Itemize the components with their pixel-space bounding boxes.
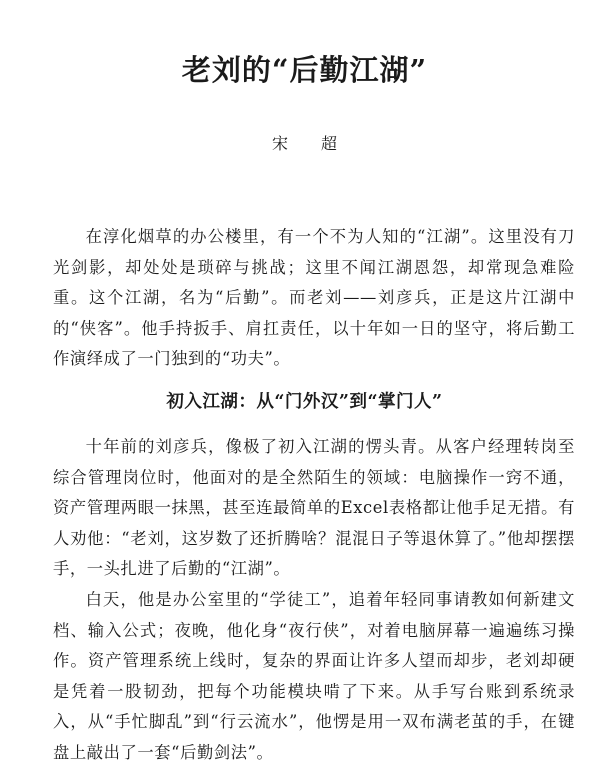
intro-paragraph-block — [53, 222, 575, 375]
article-author: 宋 超 — [271, 134, 352, 153]
article-title: 老刘的“后勤江湖” — [181, 53, 428, 87]
section-paragraph-block-1 — [53, 432, 575, 585]
paragraph: 在淳化烟草的办公楼里，有一个不为人知的“江湖”。这里没有刀光剑影，却处处是琐碎与挑战；这里不闻江湖恩怨，却常现急难险重。这个江湖，名为“后勤”。而老刘——刘彦兵，正是这片江湖中的“侠客”。他手持扳手、肩扛责任，以十年如一日的坚守，将后勤工作演绎成了一门独到的“功夫”。 — [53, 227, 575, 368]
section-paragraph-block-2 — [53, 585, 575, 768]
paragraph: 十年前的刘彦兵，像极了初入江湖的愣头青。从客户经理转岗至综合管理岗位时，他面对的是全然陌生的领域：电脑操作一窍不通，资产管理两眼一抹黑，甚至连最简单的Excel表格都让他手足无措。有人劝他：“老刘，这岁数了还折腾啥？混混日子等退休算了。”他却摆摆手，一头扎进了后勤的“江湖”。 — [53, 437, 575, 578]
section-heading: 初入江湖：从“门外汉”到“掌门人” — [166, 392, 443, 412]
paragraph: 白天，他是办公室里的“学徒工”，追着年轻同事请教如何新建文档、输入公式；夜晚，他化身“夜行侠”，对着电脑屏幕一遍遍练习操作。资产管理系统上线时，复杂的界面让许多人望而却步，老刘却硬是凭着一股韧劲，把每个功能模块啃了下来。从手写台账到系统录入，从“手忙脚乱”到“行云流水”，他愣是用一双布满老茧的手，在键盘上敲出了一套“后勤剑法”。 — [53, 590, 575, 762]
